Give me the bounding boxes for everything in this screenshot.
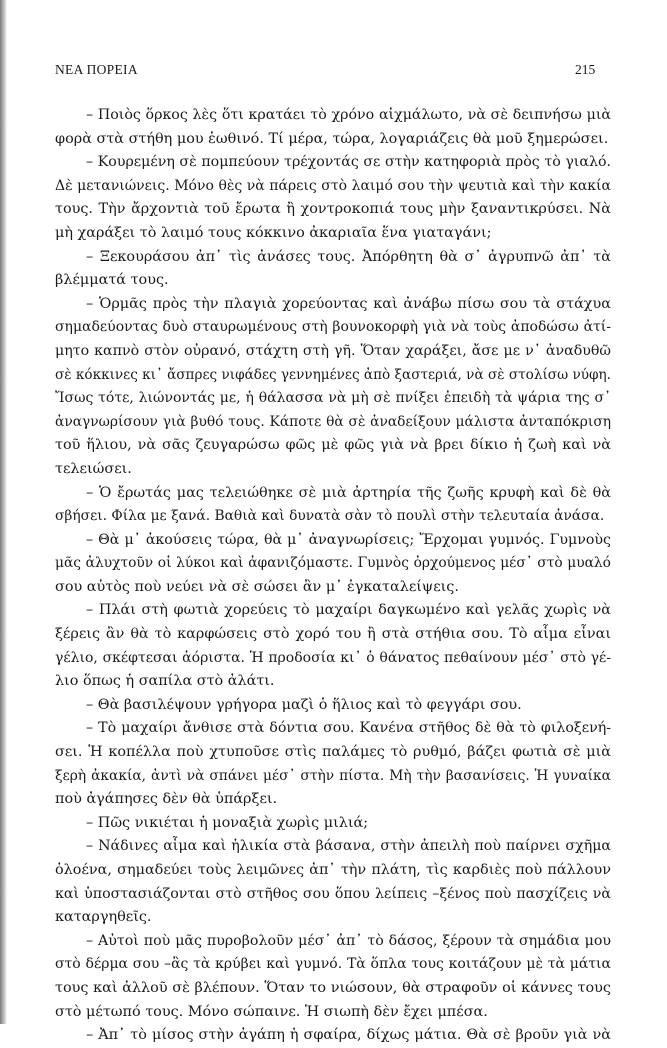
text-line: τελειώσει. — [55, 460, 132, 477]
text-line: – Ὁ ἔρωτάς μας τελειώθηκε σὲ μιὰ ἀρτηρία τῆς ζωῆς κρυφὴ καὶ δὲ θὰ — [86, 484, 611, 501]
text-line: – Ὁρμᾶς πρὸς τὴν πλαγιὰ χορεύοντας καὶ ἀνάβω πίσω σου τὰ στάχυα — [86, 295, 611, 312]
page-number: 215 — [575, 62, 596, 77]
text-line: – Νάδινες αἷμα καὶ ἡλικία στὰ βάσανα, στὴν ἀπειλὴ ποὺ παίρνει σχῆμα — [86, 838, 611, 855]
text-line: γέλιο, σκέφτεσαι ἀόριστα. Ἡ προδοσία κι᾽ ὁ θάνατος πεθαίνουν μέσ᾽ στὸ γέ- — [55, 649, 611, 666]
text-line: – Κουρεμένη σὲ πομπεύουν τρέχοντάς σε στὴν κατηφοριὰ πρὸς τὸ γιαλό. — [86, 154, 611, 171]
text-line: στὸ μέτωπό τους. Μόνο σώπαινε. Ἡ σιωπὴ δὲν ἔχει μπέσα. — [55, 1003, 488, 1020]
text-line: φορὰ στὰ στήθη μου ἑωθινό. Τί μέρα, τώρα, λογαριάζεις θὰ μοῦ ξημερώσει. — [55, 130, 609, 147]
text-line: τοῦ ἥλιου, νὰ σᾶς ζευγαρώσω φῶς μὲ φῶς γιὰ νὰ βρει δίκιο ἡ ζωὴ καὶ νὰ — [55, 437, 611, 454]
text-line: σου αὐτὸς ποὺ νεύει νὰ σὲ σώσει ἂν μ᾽ ἐγκαταλείψεις. — [55, 578, 459, 595]
text-line: – Θὰ μ᾽ ἀκούσεις τώρα, θὰ μ᾽ ἀναγνωρίσεις; Ἔρχομαι γυμνός. Γυμνοὺς — [86, 531, 611, 548]
text-line: – Αὐτοὶ ποὺ μᾶς πυροβολοῦν μέσ᾽ ἀπ᾽ τὸ δάσος, ξέρουν τὰ σημάδια μου — [86, 932, 611, 949]
text-line: λιο ὅπως ἡ σαπίλα στὸ ἀλάτι. — [55, 673, 275, 690]
text-line: τους. Τὴν ἄρχοντιὰ τοῦ ἔρωτα ἢ χοντροκοπιά τους μὴν ξαναντικρύσει. Νὰ — [55, 201, 611, 218]
text-line: ὁλοένα, σημαδεύει τοὺς λειμῶνες ἀπ᾽ τὴν πλάτη, τὶς καρδιὲς ποὺ πάλλουν — [55, 862, 611, 878]
text-line: – Ποιὸς ὅρκος λὲς ὅτι κρατάει τὸ χρόνο αἰχμάλωτο, νὰ σὲ δειπνήσω μιὰ — [86, 107, 611, 123]
text-line: βλέμματά τους. — [55, 272, 169, 289]
text-line: καὶ ὑποστασιάζονται στὸ στῆθος σου ὅπου λείπεις –ξένος ποὺ πασχίζεις νὰ — [55, 885, 611, 902]
text-line: – Θὰ βασιλέψουν γρήγορα μαζὶ ὁ ἥλιος καὶ τὸ φεγγάρι σου. — [86, 696, 522, 713]
text-line: καταργηθεῖς. — [55, 909, 152, 926]
page-spine-shadow — [0, 0, 7, 1024]
text-line: στὸ δέρμα σου –ἂς τὰ κρύβει καὶ γυμνό. Τὰ ὅπλα τους κοιτάζουν μὲ τὰ μάτια — [55, 956, 611, 973]
text-line: – Ἀπ᾽ τὸ μίσος στὴν ἀγάπη ἡ σφαίρα, δίχως μάτια. Θὰ σὲ βροῦν γιὰ νὰ — [86, 1027, 611, 1044]
text-line: – Πῶς νικιέται ἡ μοναξιὰ χωρὶς μιλιά; — [86, 814, 369, 831]
text-line: σημαδεύοντας δυὸ σταυρωμένους στὴ βουνοκορφὴ γιὰ νὰ τοὺς ἀποδώσω ἀτί- — [55, 319, 611, 336]
text-line: – Ξεκουράσου ἀπ᾽ τὶς ἀνάσες τους. Ἀπόρθητη θὰ σ᾽ ἀγρυπνῶ ἀπ᾽ τὰ — [86, 248, 611, 265]
text-line: Δὲ μετανιώνεις. Μόνο θὲς νὰ πάρεις στὸ λαιμό σου τὴν ψευτιὰ καὶ τὴν κακία — [55, 177, 611, 194]
text-line: σει. Ἡ κοπέλλα ποὺ χτυποῦσε στὶς παλάμες τὸ ρυθμό, βάζει φωτιὰ σὲ μιὰ — [55, 744, 611, 761]
text-line: – Πλάι στὴ φωτιὰ χορεύεις τὸ μαχαίρι δαγκωμένο καὶ γελᾶς χωρὶς νὰ — [86, 602, 611, 619]
running-title: ΝΕΑ ΠΟΡΕΙΑ — [55, 62, 138, 77]
text-line: ξέρεις ἂν θὰ τὸ καρφώσεις στὸ χορό του ἢ στὰ στήθια σου. Τὸ αἷμα εἶναι — [55, 626, 611, 643]
text-line: ξερὴ ἀκακία, ἀντὶ νὰ σπάνει μέσ᾽ στὴν πίστα. Μὴ τὴν βασανίσεις. Ἡ γυναίκα — [55, 767, 611, 784]
body-text — [55, 104, 611, 1048]
text-line: σὲ κόκκινες κι᾽ ἄσπρες νιφάδες γεννημένες ἀπὸ ξαστεριά, νὰ σὲ στολίσω νύφη. — [55, 366, 611, 383]
text-line: Ἴσως τότε, λιώνοντάς με, ἡ θάλασσα νὰ μὴ σὲ πνίξει ἐπειδὴ τὰ ψάρια της σ᾽ — [55, 390, 611, 407]
text-line: ποὺ ἀγάπησες δὲν θὰ ὑπάρξει. — [55, 791, 278, 808]
text-line: μᾶς ἀλυχτοῦν οἱ λύκοι καὶ ἀφανιζόμαστε. Γυμνὸς ὀρχούμενος μέσ᾽ στὸ μυαλό — [55, 555, 611, 572]
text-line: μητο καπνὸ στὸν οὐρανό, στάχτη στὴ γῆ. Ὅταν χαράξει, ἄσε με ν᾽ ἀναδυθῶ — [55, 342, 611, 359]
text-line: μὴ χαράξει τὸ λαιμό τους κόκκινο ἀκαριαῖα ἕνα γιαταγάνι; — [55, 224, 492, 241]
text-line: ἀναγνωρίσουν γιὰ βυθό τους. Κάποτε θὰ σὲ ἀναδείξουν μάλιστα ἀνταπόκριση — [55, 413, 611, 430]
text-line: τους καὶ ἀλλοῦ σὲ βλέπουν. Ὅταν το νιώσουν, θὰ στραφοῦν οἱ κάννες τους — [55, 979, 611, 996]
text-line: σβήσει. Φίλα με ξανά. Βαθιὰ καὶ δυνατὰ σὰν τὸ πουλὶ στὴν τελευταία ἀνάσα. — [55, 508, 605, 525]
text-line: – Τὸ μαχαίρι ἄνθισε στὰ δόντια σου. Κανένα στῆθος δὲ θὰ τὸ φιλοξενή- — [86, 720, 611, 737]
